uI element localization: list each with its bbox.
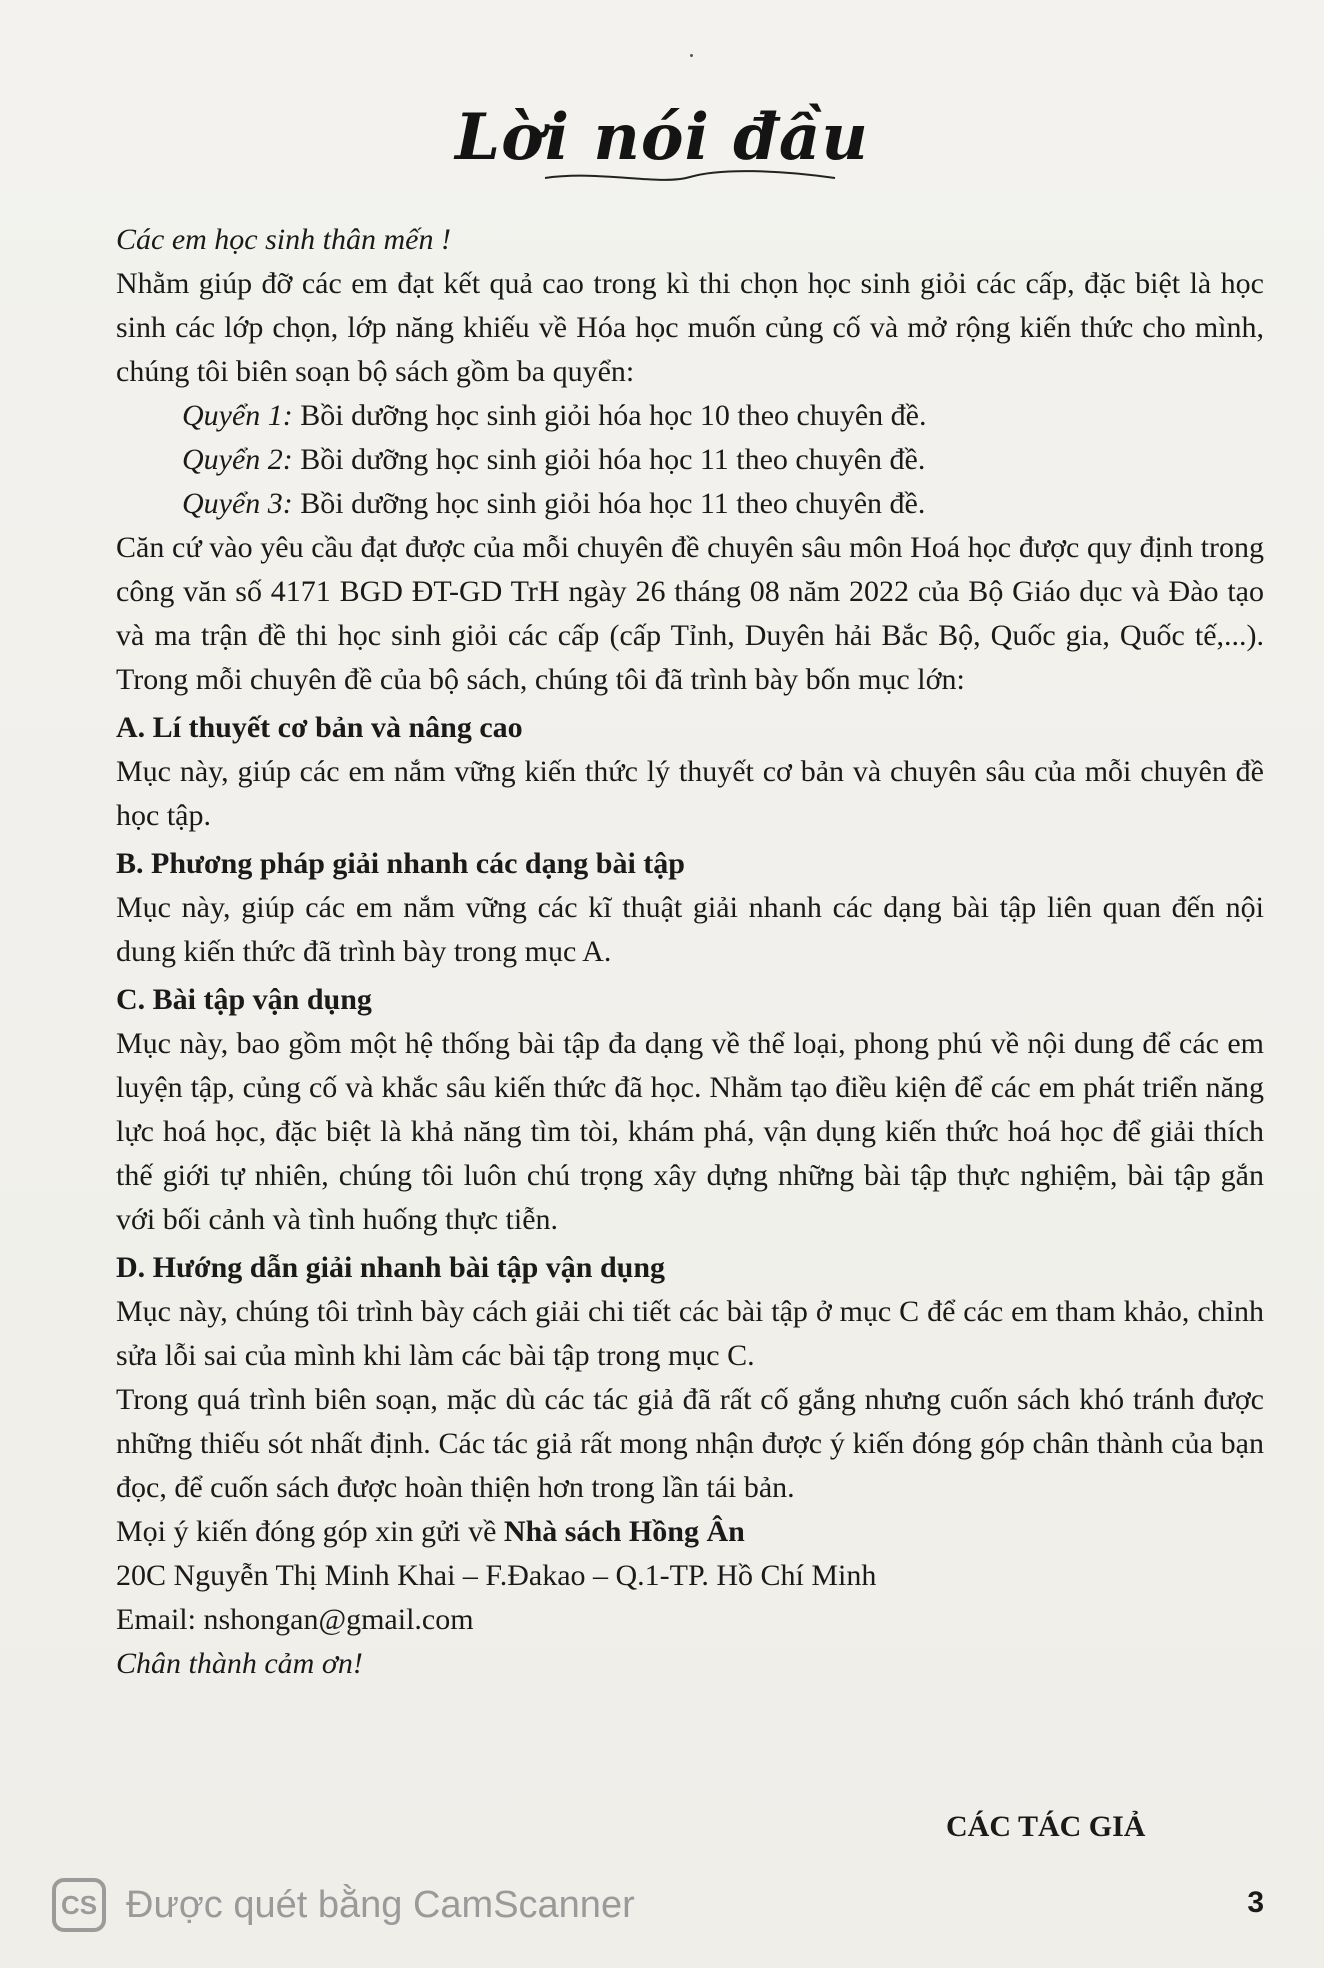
section-c-heading: C. Bài tập vận dụng xyxy=(116,983,372,1016)
page-number: 3 xyxy=(1247,1886,1264,1919)
section-a-heading: A. Lí thuyết cơ bản và nâng cao xyxy=(116,711,523,744)
contact-prefix: Mọi ý kiến đóng góp xin gửi về xyxy=(116,1515,504,1548)
camscanner-logo-icon: CS xyxy=(52,1878,106,1932)
contact-name: Nhà sách Hồng Ân xyxy=(503,1515,745,1548)
contact-line xyxy=(116,1510,1264,1554)
scanner-watermark xyxy=(52,1880,1282,1930)
section-d-text: Mục này, chúng tôi trình bày cách giải chi tiết các bài tập ở mục C để các em tham khảo, chỉnh sửa lỗi sai của mình khi làm các bài tập trong mục C. xyxy=(116,1295,1264,1372)
page-title: Lời nói đầu xyxy=(455,100,869,175)
intro-paragraph: Nhằm giúp đỡ các em đạt kết quả cao trong kì thi chọn học sinh giỏi các cấp, đặc biệt là học sinh các lớp chọn, lớp năng khiếu về Hóa học muốn củng cố và mở rộng kiến thức cho mình, chúng tôi biên soạn bộ sách gồm ba quyển: xyxy=(116,267,1264,388)
volume-2 xyxy=(116,438,1264,482)
section-d-heading: D. Hướng dẫn giải nhanh bài tập vận dụng xyxy=(116,1251,666,1284)
scan-speck xyxy=(690,54,693,57)
basis-paragraph: Căn cứ vào yêu cầu đạt được của mỗi chuyên đề chuyên sâu môn Hoá học được quy định trong công văn số 4171 BGD ĐT-GD TrH ngày 26 tháng 08 năm 2022 của Bộ Giáo dục và Đào tạo và ma trận đề thi học sinh giỏi các cấp (cấp Tỉnh, Duyên hải Bắc Bộ, Quốc gia, Quốc tế,...). Trong mỗi chuyên đề của bộ sách, chúng tôi đã trình bày bốn mục lớn: xyxy=(116,531,1264,696)
section-b-text: Mục này, giúp các em nắm vững các kĩ thuật giải nhanh các dạng bài tập liên quan đến nội dung kiến thức đã trình bày trong mục A. xyxy=(116,891,1264,968)
closing-paragraph: Trong quá trình biên soạn, mặc dù các tác giả đã rất cố gắng nhưng cuốn sách khó tránh được những thiếu sót nhất định. Các tác giả rất mong nhận được ý kiến đóng góp chân thành của bạn đọc, để cuốn sách được hoàn thiện hơn trong lần tái bản. xyxy=(116,1383,1264,1504)
volume-label: Quyển 2: xyxy=(182,443,293,476)
volume-text: Bồi dưỡng học sinh giỏi hóa học 10 theo chuyên đề. xyxy=(292,399,927,432)
volume-1 xyxy=(116,394,1264,438)
signature: CÁC TÁC GIẢ xyxy=(946,1810,1146,1843)
address-line: 20C Nguyễn Thị Minh Khai – F.Đakao – Q.1-TP. Hồ Chí Minh xyxy=(116,1559,877,1592)
volume-text: Bồi dưỡng học sinh giỏi hóa học 11 theo chuyên đề. xyxy=(292,487,926,520)
section-c-text: Mục này, bao gồm một hệ thống bài tập đa dạng về thể loại, phong phú về nội dung để các em luyện tập, củng cố và khắc sâu kiến thức đã học. Nhằm tạo điều kiện để các em phát triển năng lực hoá học, đặc biệt là khả năng tìm tòi, khám phá, vận dụng kiến thức hoá học để giải thích thế giới tự nhiên, chúng tôi luôn chú trọng xây dựng những bài tập thực nghiệm, bài tập gắn với bối cảnh và tình huống thực tiễn. xyxy=(116,1027,1264,1236)
email-line: Email: nshongan@gmail.com xyxy=(116,1603,474,1636)
thanks-line: Chân thành cảm ơn! xyxy=(116,1647,363,1680)
scanner-text: Được quét bằng CamScanner xyxy=(126,1883,635,1926)
greeting: Các em học sinh thân mến ! xyxy=(116,223,451,256)
volume-label: Quyển 1: xyxy=(182,399,293,432)
section-b-heading: B. Phương pháp giải nhanh các dạng bài tập xyxy=(116,847,685,880)
volume-label: Quyển 3: xyxy=(182,487,293,520)
title-flourish-icon xyxy=(540,168,840,186)
volume-3 xyxy=(116,482,1264,526)
volume-text: Bồi dưỡng học sinh giỏi hóa học 11 theo chuyên đề. xyxy=(292,443,926,476)
section-a-text: Mục này, giúp các em nắm vững kiến thức lý thuyết cơ bản và chuyên sâu của mỗi chuyên đề học tập. xyxy=(116,755,1264,832)
preface-body xyxy=(116,218,1264,1686)
